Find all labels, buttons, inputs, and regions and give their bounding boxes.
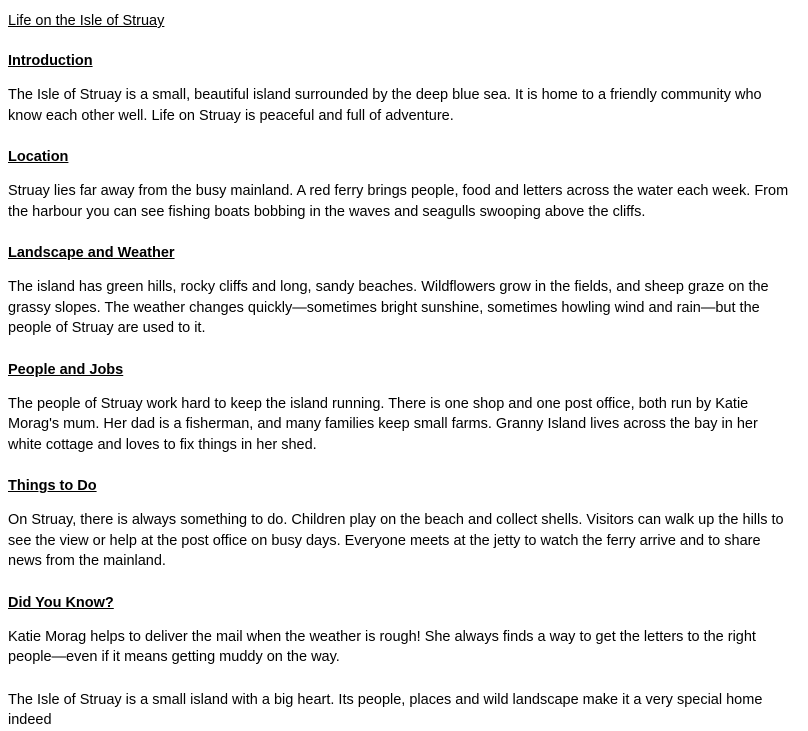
section-heading: Introduction	[8, 53, 93, 70]
section-paragraph: Katie Morag helps to deliver the mail when the weather is rough! She always finds a way to get the letters to the right people—even if it means getting muddy on the way.	[8, 628, 756, 666]
section-paragraph: The people of Struay work hard to keep the island running. There is one shop and one post office, both run by Katie Morag's mum. Her dad is a fisherman, and many families keep small farms. Granny Island lives across the bay in her white cottage and loves to fix things in her shed.	[8, 395, 758, 453]
section-introduction	[8, 52, 794, 126]
closing-paragraph: The Isle of Struay is a small island with a big heart. Its people, places and wild landscape make it a very special home indeed	[8, 691, 763, 729]
section-location	[8, 148, 794, 222]
section-landscape-and-weather	[8, 244, 794, 339]
section-heading: Did You Know?	[8, 594, 114, 611]
section-paragraph: The island has green hills, rocky cliffs and long, sandy beaches. Wildflowers grow in the fields, and sheep graze on the grassy slopes. The weather changes quickly—sometimes bright sunshine, sometimes howling wind and rain—but the people of Struay are used to it.	[8, 278, 769, 337]
section-paragraph: On Struay, there is always something to do. Children play on the beach and collect shells. Visitors can walk up the hills to see the view or help at the post office on busy days. Everyone meets at the jetty to watch the ferry arrive and to share news from the mainland.	[8, 512, 784, 570]
section-did-you-know	[8, 594, 794, 668]
section-heading: Location	[8, 149, 69, 166]
section-heading: Things to Do	[8, 478, 97, 495]
section-heading: People and Jobs	[8, 361, 124, 378]
section-paragraph: The Isle of Struay is a small, beautiful island surrounded by the deep blue sea. It is home to a friendly community who know each other well. Life on Struay is peaceful and full of adventure.	[8, 86, 762, 124]
section-heading: Landscape and Weather	[8, 245, 175, 262]
section-people-and-jobs	[8, 361, 794, 456]
page-title: Life on the Isle of Struay	[8, 13, 165, 29]
section-paragraph: Struay lies far away from the busy mainland. A red ferry brings people, food and letters across the water each week. From the harbour you can see fishing boats bobbing in the waves and seagulls swooping above the cliffs.	[8, 182, 789, 220]
section-things-to-do	[8, 477, 794, 572]
